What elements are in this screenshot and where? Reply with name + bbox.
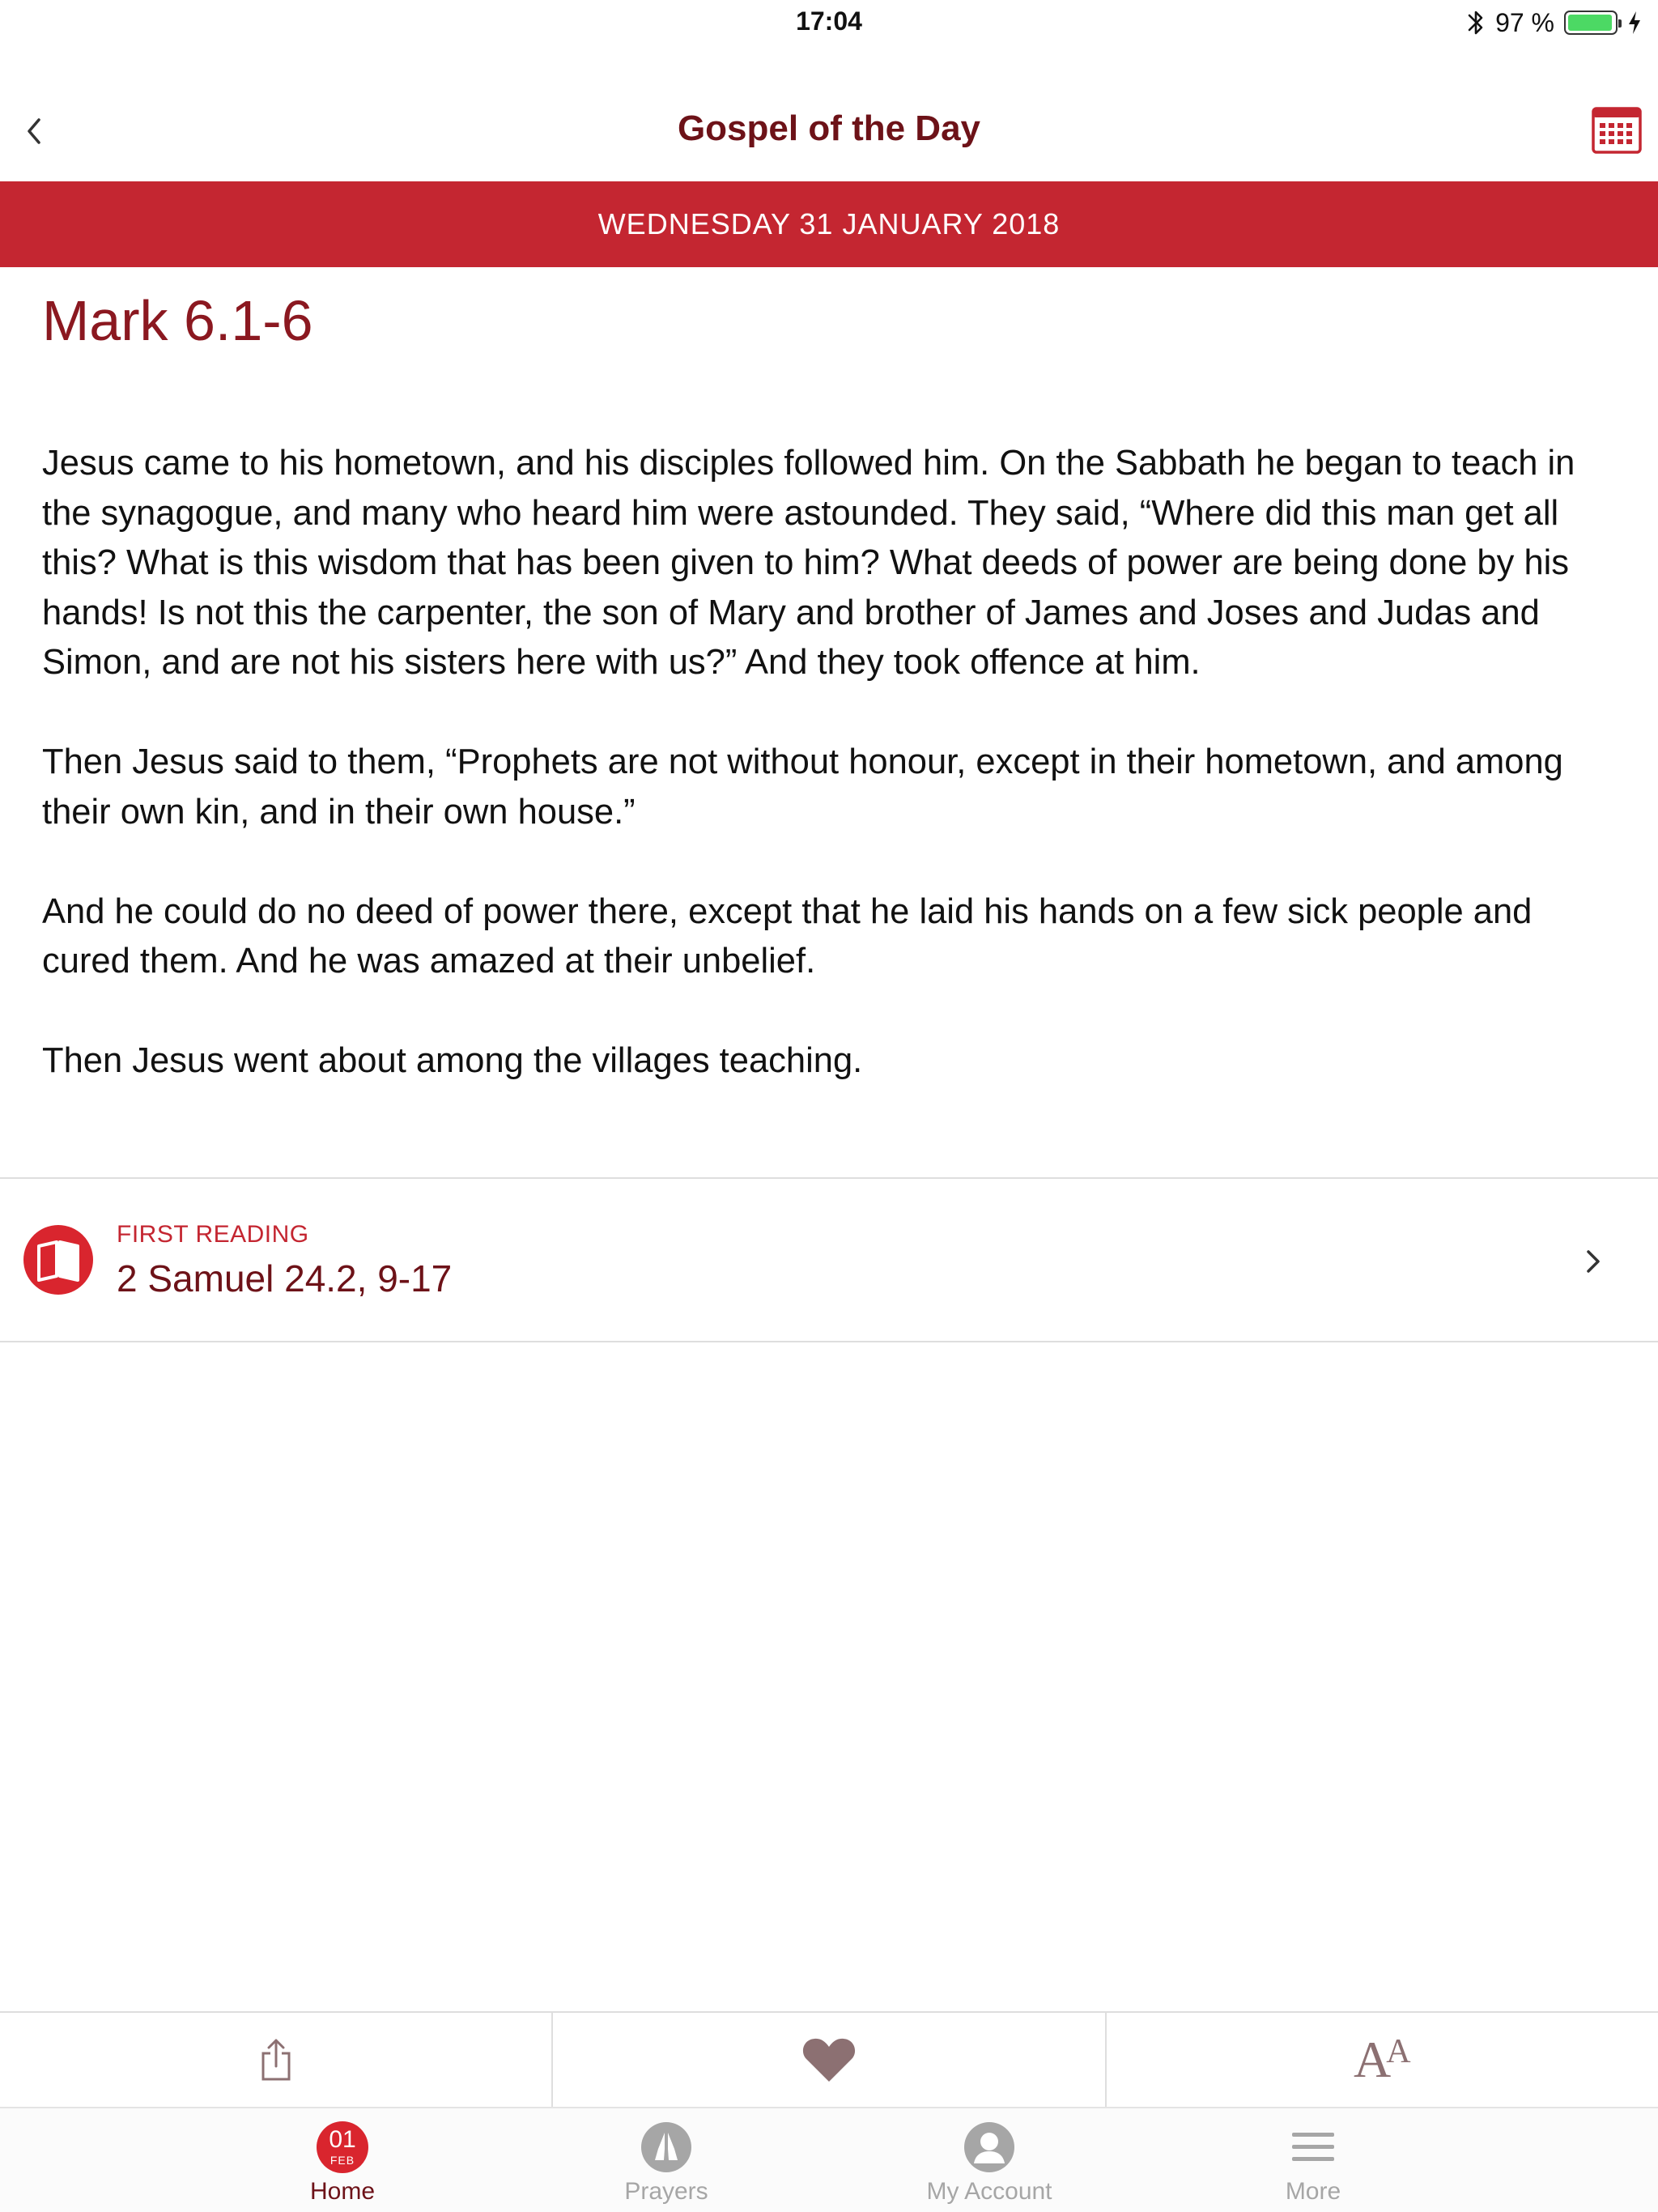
bluetooth-icon bbox=[1466, 8, 1486, 37]
menu-icon bbox=[1287, 2121, 1339, 2173]
gospel-paragraph: Jesus came to his hometown, and his disciples followed him. On the Sabbath he began to teach in the synagogue, and many who heard him were astounded. They said, “Where did this man get all this? What is this wisdom that has been given to him? What deeds of power are being done by his hands! Is not this the carpenter, the son of Mary and brother of James and Joses and Judas and Simon, and are not his sisters here with us?” And they took offence at him. bbox=[42, 444, 1575, 682]
calendar-icon[interactable] bbox=[1592, 107, 1642, 154]
battery-icon bbox=[1564, 11, 1618, 35]
gospel-paragraph: Then Jesus went about among the villages teaching. bbox=[42, 1041, 863, 1080]
gospel-paragraph: And he could do no deed of power there, except that he laid his hands on a few sick people and cured them. And he was amazed at their unbelief. bbox=[42, 891, 1533, 981]
chevron-right-icon bbox=[1582, 1244, 1605, 1279]
tab-label: Prayers bbox=[624, 2178, 708, 2205]
date-banner: WEDNESDAY 31 JANUARY 2018 bbox=[0, 181, 1658, 267]
page-title: Gospel of the Day bbox=[677, 108, 981, 148]
status-indicators bbox=[1466, 6, 1642, 39]
gospel-paragraph: Then Jesus said to them, “Prophets are not without honour, except in their hometown, and among their own kin, and in their own house.” bbox=[42, 742, 1563, 832]
home-date-badge: 01 FEB bbox=[317, 2121, 368, 2173]
heart-icon bbox=[801, 2036, 857, 2083]
tab-label: My Account bbox=[926, 2178, 1052, 2205]
gospel-text bbox=[42, 439, 1621, 1136]
favorite-button[interactable] bbox=[551, 2013, 1104, 2107]
share-button[interactable] bbox=[0, 2013, 551, 2107]
user-icon bbox=[963, 2121, 1015, 2173]
tab-my-account[interactable] bbox=[908, 2121, 1070, 2210]
first-reading-reference: 2 Samuel 24.2, 9-17 bbox=[117, 1257, 453, 1300]
reading-toolbar bbox=[0, 2011, 1658, 2107]
font-size-button[interactable] bbox=[1105, 2013, 1658, 2107]
reading-reference: Mark 6.1-6 bbox=[42, 289, 313, 352]
divider bbox=[0, 1341, 1658, 1342]
status-time: 17:04 bbox=[796, 6, 862, 36]
tab-home[interactable] bbox=[261, 2121, 423, 2210]
praying-hands-icon bbox=[640, 2121, 692, 2173]
tab-more[interactable] bbox=[1232, 2121, 1394, 2210]
font-size-icon: AA bbox=[1354, 2031, 1411, 2088]
tab-label: Home bbox=[309, 2178, 376, 2205]
tab-bar bbox=[0, 2107, 1658, 2212]
first-reading-row[interactable] bbox=[0, 1179, 1658, 1341]
charging-bolt-icon bbox=[1627, 11, 1642, 35]
tab-label: More bbox=[1285, 2178, 1341, 2205]
first-reading-label: FIRST READING bbox=[117, 1221, 309, 1248]
book-icon bbox=[23, 1224, 94, 1295]
navigation-bar bbox=[0, 45, 1658, 181]
battery-level bbox=[1568, 15, 1612, 31]
battery-percent: 97 % bbox=[1495, 7, 1554, 37]
share-icon bbox=[260, 2037, 292, 2082]
status-bar bbox=[0, 0, 1658, 45]
tab-prayers[interactable] bbox=[585, 2121, 747, 2210]
